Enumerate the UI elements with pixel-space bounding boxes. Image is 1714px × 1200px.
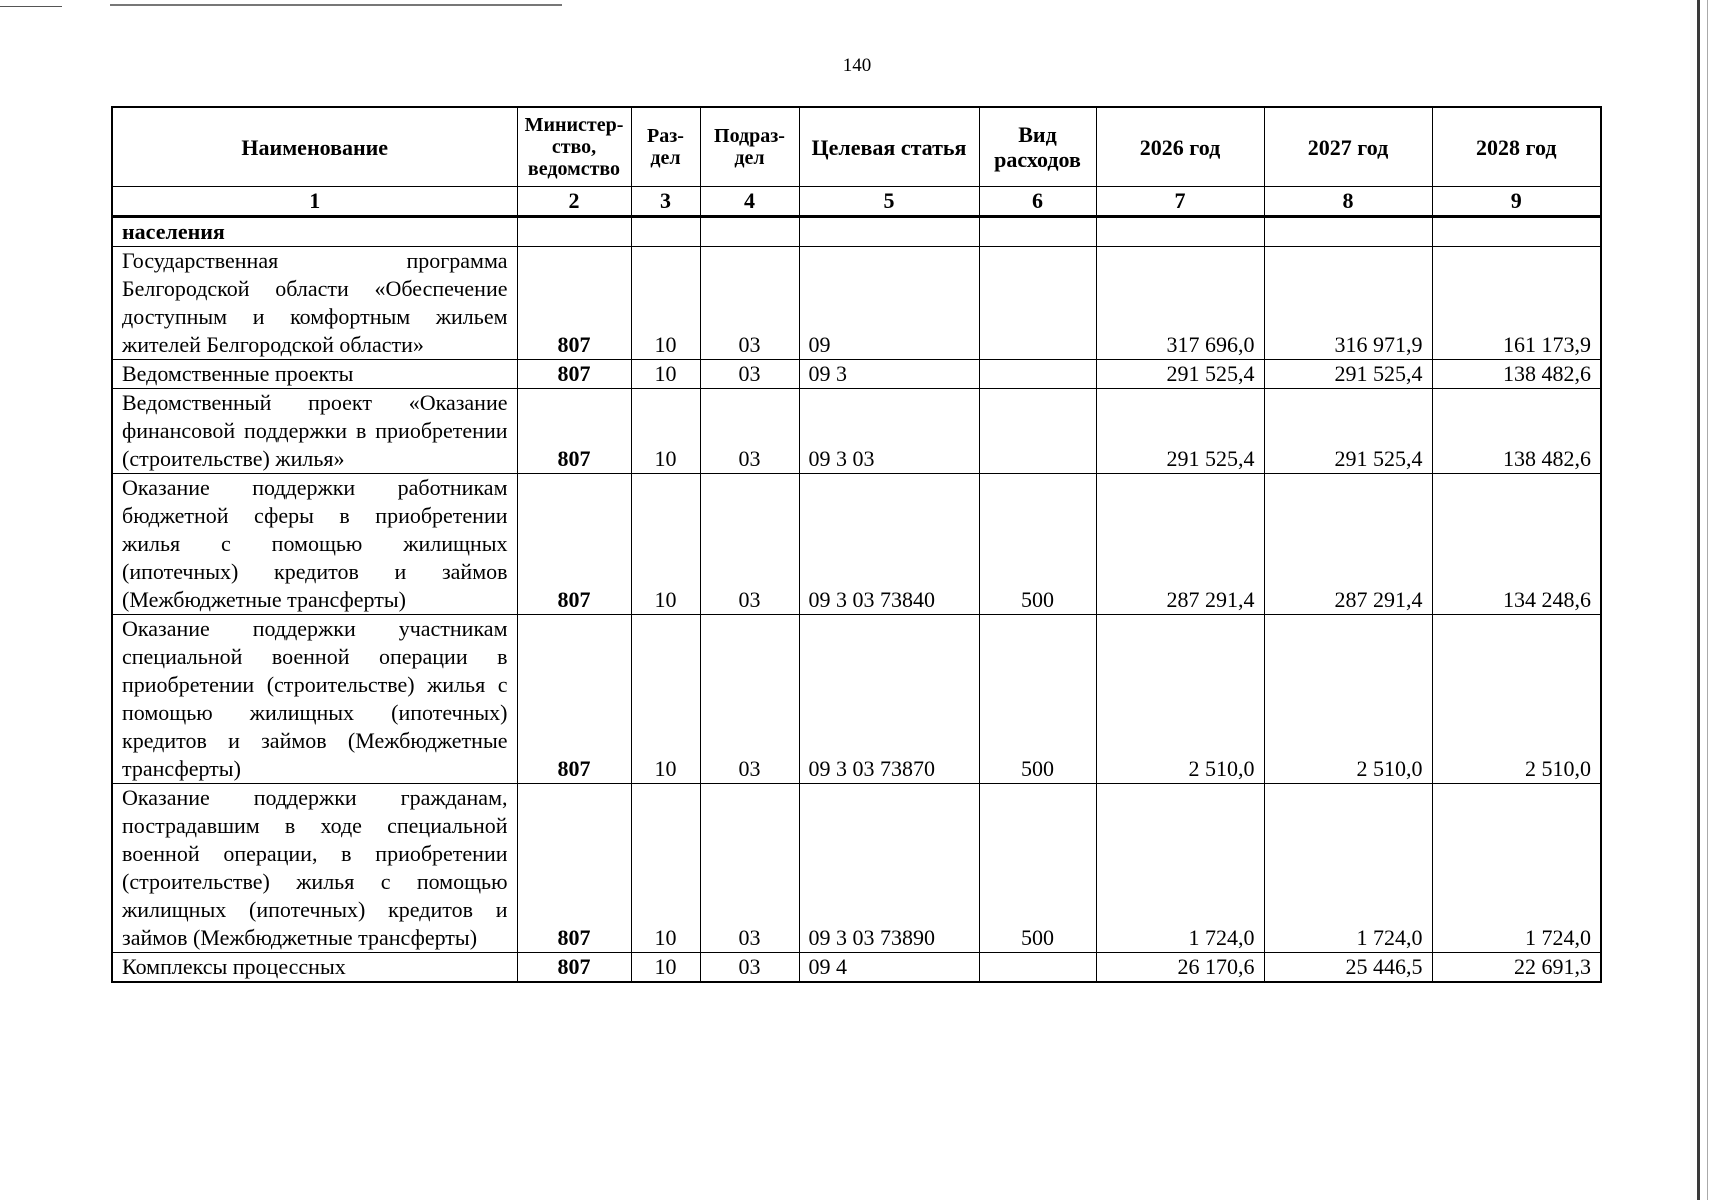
- column-number: 2: [517, 187, 631, 217]
- table-row: [112, 474, 1601, 615]
- row-2028: 138 482,6: [1432, 360, 1601, 389]
- row-subsection: 03: [700, 784, 799, 953]
- row-name: Оказание поддержки работникам бюджетной сферы в приобретении жилья с помощью жилищных (ипотечных) кредитов и займов (Межбюджетные трансферты): [112, 474, 517, 615]
- row-2028: 1 724,0: [1432, 784, 1601, 953]
- header-subsection: Подраз-дел: [700, 107, 799, 187]
- header-section: Раз-дел: [631, 107, 700, 187]
- row-2027: 291 525,4: [1264, 389, 1432, 474]
- column-number: 1: [112, 187, 517, 217]
- scan-artifact-line: [0, 6, 62, 7]
- row-subsection: 03: [700, 247, 799, 360]
- column-number-row: [112, 187, 1601, 217]
- row-ministry: 807: [517, 474, 631, 615]
- column-number: 4: [700, 187, 799, 217]
- row-2027: 291 525,4: [1264, 360, 1432, 389]
- column-number: 8: [1264, 187, 1432, 217]
- row-ministry: 807: [517, 247, 631, 360]
- row-2027: 316 971,9: [1264, 247, 1432, 360]
- row-section: 10: [631, 615, 700, 784]
- row-name: Ведомственные проекты: [112, 360, 517, 389]
- table-row: [112, 389, 1601, 474]
- row-subsection: 03: [700, 360, 799, 389]
- row-2027: 2 510,0: [1264, 615, 1432, 784]
- table-row: [112, 784, 1601, 953]
- row-target: [799, 217, 979, 247]
- row-ministry: [517, 217, 631, 247]
- row-expense-type: 500: [979, 784, 1096, 953]
- row-2026: 26 170,6: [1096, 953, 1264, 983]
- row-section: 10: [631, 360, 700, 389]
- row-name: Оказание поддержки гражданам, пострадавшим в ходе специальной военной операции, в приобретении (строительстве) жилья с помощью жилищных (ипотечных) кредитов и займов (Межбюджетные трансферты): [112, 784, 517, 953]
- column-number: 5: [799, 187, 979, 217]
- scan-page-edge: [1697, 0, 1700, 1200]
- header-2028: 2028 год: [1432, 107, 1601, 187]
- row-subsection: [700, 217, 799, 247]
- row-section: 10: [631, 784, 700, 953]
- row-name: Государственная программа Белгородской области «Обеспечение доступным и комфортным жильем жителей Белгородской области»: [112, 247, 517, 360]
- row-name: Комплексы процессных: [112, 953, 517, 983]
- row-2026: 291 525,4: [1096, 360, 1264, 389]
- row-subsection: 03: [700, 615, 799, 784]
- row-section: 10: [631, 389, 700, 474]
- table-row: [112, 217, 1601, 247]
- row-ministry: 807: [517, 953, 631, 983]
- row-expense-type: 500: [979, 615, 1096, 784]
- header-ministry: Министер-ство, ведомство: [517, 107, 631, 187]
- row-subsection: 03: [700, 474, 799, 615]
- scan-artifact-line: [110, 4, 562, 6]
- column-number: 6: [979, 187, 1096, 217]
- row-expense-type: [979, 953, 1096, 983]
- row-expense-type: [979, 360, 1096, 389]
- row-expense-type: 500: [979, 474, 1096, 615]
- row-2026: 287 291,4: [1096, 474, 1264, 615]
- row-name: населения: [112, 217, 517, 247]
- page-number: 140: [842, 55, 872, 76]
- row-2027: 1 724,0: [1264, 784, 1432, 953]
- row-2027: 287 291,4: [1264, 474, 1432, 615]
- column-number: 3: [631, 187, 700, 217]
- column-number: 7: [1096, 187, 1264, 217]
- row-2026: 317 696,0: [1096, 247, 1264, 360]
- row-subsection: 03: [700, 389, 799, 474]
- table-row: [112, 615, 1601, 784]
- row-target: 09 3 03: [799, 389, 979, 474]
- row-target: 09 3: [799, 360, 979, 389]
- row-2026: [1096, 217, 1264, 247]
- column-number: 9: [1432, 187, 1601, 217]
- row-2028: 22 691,3: [1432, 953, 1601, 983]
- row-name: Ведомственный проект «Оказание финансовой поддержки в приобретении (строительстве) жилья»: [112, 389, 517, 474]
- row-2026: 1 724,0: [1096, 784, 1264, 953]
- row-section: 10: [631, 474, 700, 615]
- row-target: 09: [799, 247, 979, 360]
- header-target: Целевая статья: [799, 107, 979, 187]
- row-ministry: 807: [517, 360, 631, 389]
- row-2028: [1432, 217, 1601, 247]
- row-target: 09 3 03 73840: [799, 474, 979, 615]
- row-expense-type: [979, 217, 1096, 247]
- header-expense-type: Вид расходов: [979, 107, 1096, 187]
- row-2028: 134 248,6: [1432, 474, 1601, 615]
- row-2026: 2 510,0: [1096, 615, 1264, 784]
- row-target: 09 4: [799, 953, 979, 983]
- table-row: [112, 953, 1601, 983]
- row-expense-type: [979, 247, 1096, 360]
- row-subsection: 03: [700, 953, 799, 983]
- row-2027: 25 446,5: [1264, 953, 1432, 983]
- header-2027: 2027 год: [1264, 107, 1432, 187]
- row-target: 09 3 03 73890: [799, 784, 979, 953]
- header-name: Наименование: [112, 107, 517, 187]
- row-section: [631, 217, 700, 247]
- table-row: [112, 247, 1601, 360]
- row-2028: 161 173,9: [1432, 247, 1601, 360]
- row-ministry: 807: [517, 784, 631, 953]
- row-2028: 2 510,0: [1432, 615, 1601, 784]
- budget-table: [111, 106, 1602, 983]
- row-name: Оказание поддержки участникам специальной военной операции в приобретении (строительстве) жилья с помощью жилищных (ипотечных) кредитов и займов (Межбюджетные трансферты): [112, 615, 517, 784]
- row-ministry: 807: [517, 389, 631, 474]
- header-row: [112, 107, 1601, 187]
- row-2027: [1264, 217, 1432, 247]
- row-2028: 138 482,6: [1432, 389, 1601, 474]
- table-row: [112, 360, 1601, 389]
- scan-page-edge: [1707, 0, 1708, 1200]
- row-expense-type: [979, 389, 1096, 474]
- row-section: 10: [631, 953, 700, 983]
- row-target: 09 3 03 73870: [799, 615, 979, 784]
- row-2026: 291 525,4: [1096, 389, 1264, 474]
- header-2026: 2026 год: [1096, 107, 1264, 187]
- row-ministry: 807: [517, 615, 631, 784]
- row-section: 10: [631, 247, 700, 360]
